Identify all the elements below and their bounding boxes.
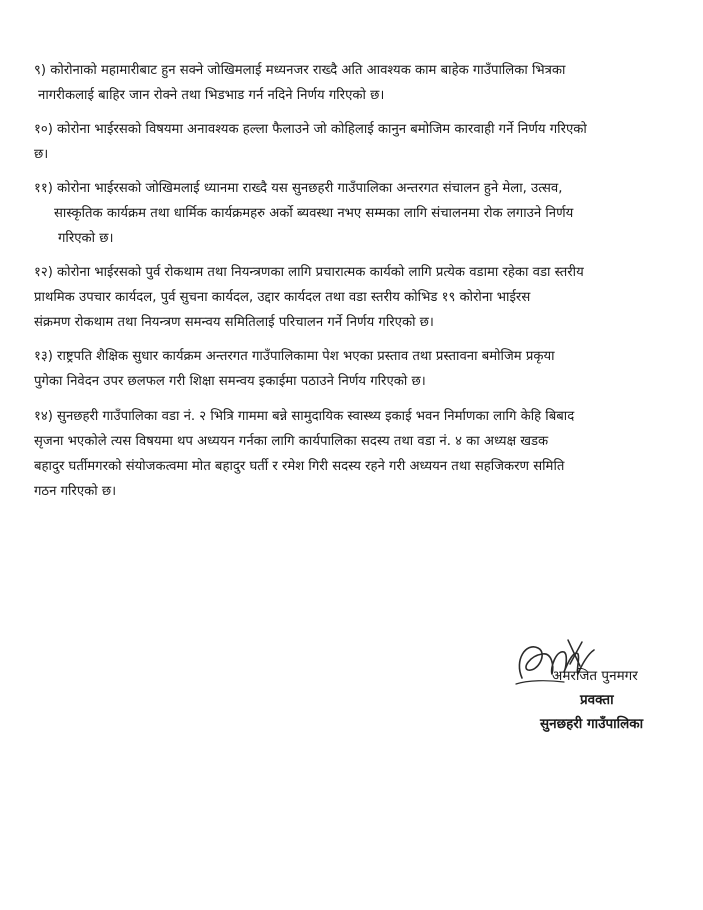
- decision-item-10: [34, 117, 674, 167]
- decision-line: ९) कोरोनाको महामारीबाट हुन सक्ने जोखिमलाई मध्यनजर राख्दै अति आवश्यक काम बाहेक गाउँपालिका भित्रका: [34, 63, 566, 78]
- signature-block: [520, 660, 690, 740]
- decision-line: नागरीकलाई बाहिर जान रोक्ने तथा भिडभाड गर्न नदिने निर्णय गरिएको छ।: [38, 88, 385, 103]
- decision-item-13: [34, 344, 674, 394]
- decision-line: संक्रमण रोकथाम तथा नियन्त्रण समन्वय समितिलाई परिचालन गर्ने निर्णय गरिएको छ।: [34, 315, 434, 330]
- decision-line: बहादुर घर्तीमगरको संयोजकत्वमा मोत बहादुर घर्ती र रमेश गिरी सदस्य रहने गरी अध्ययन तथा सहजिकरण समिति: [34, 459, 565, 474]
- decision-line: छ।: [34, 147, 49, 162]
- decision-item-12: [34, 260, 674, 335]
- signatory-name: अमरजित पुनमगर: [552, 668, 638, 684]
- signatory-office: सुनछहरी गाउँपालिका: [540, 716, 644, 732]
- decision-item-14: [34, 404, 674, 504]
- decision-line: सृजना भएकोले त्यस विषयमा थप अध्ययन गर्नका लागि कार्यपालिका सदस्य तथा वडा नं. ४ का अध्यक्ष खडक: [34, 434, 549, 449]
- signatory-role: प्रवक्ता: [580, 692, 614, 708]
- decision-line: गठन गरिएको छ।: [34, 484, 117, 499]
- decision-line: १४) सुनछहरी गाउँपालिका वडा नं. २ भित्रि गाममा बन्ने सामुदायिक स्वास्थ्य इकाई भवन निर्माणका लागि केहि बिबाद: [34, 409, 575, 424]
- decision-line: १२) कोरोना भाईरसको पुर्व रोकथाम तथा नियन्त्रणका लागि प्रचारात्मक कार्यको लागि प्रत्येक वडामा रहेका वडा स्तरीय: [34, 265, 584, 280]
- decision-line: पुगेका निवेदन उपर छलफल गरी शिक्षा समन्वय इकाईमा पठाउने निर्णय गरिएको छ।: [34, 374, 426, 389]
- decision-line: गरिएको छ।: [58, 231, 114, 246]
- decision-item-11: [34, 176, 674, 251]
- decision-line: १०) कोरोना भाईरसको विषयमा अनावश्यक हल्ला फैलाउने जो कोहिलाई कानुन बमोजिम कारवाही गर्ने निर्णय गरिएको: [34, 122, 587, 137]
- decision-line: १३) राष्ट्रपति शैक्षिक सुधार कार्यक्रम अन्तरगत गाउँपालिकामा पेश भएका प्रस्ताव तथा प्रस्तावना बमोजिम प्रकृया: [34, 349, 555, 364]
- decision-line: ११) कोरोना भाईरसको जोखिमलाई ध्यानमा राख्दै यस सुनछहरी गाउँपालिका अन्तरगत संचालन हुने मेला, उत्सव,: [34, 181, 563, 196]
- decision-line: सास्कृतिक कार्यक्रम तथा धार्मिक कार्यक्रमहरु अर्को ब्यवस्था नभए सम्मका लागि संचालनमा रोक लगाउने निर्णय: [54, 206, 574, 221]
- decision-line: प्राथमिक उपचार कार्यदल, पुर्व सुचना कार्यदल, उद्दार कार्यदल तथा वडा स्तरीय कोभिड १९ कोरोना भाईरस: [34, 290, 531, 305]
- decision-item-9: [34, 58, 674, 108]
